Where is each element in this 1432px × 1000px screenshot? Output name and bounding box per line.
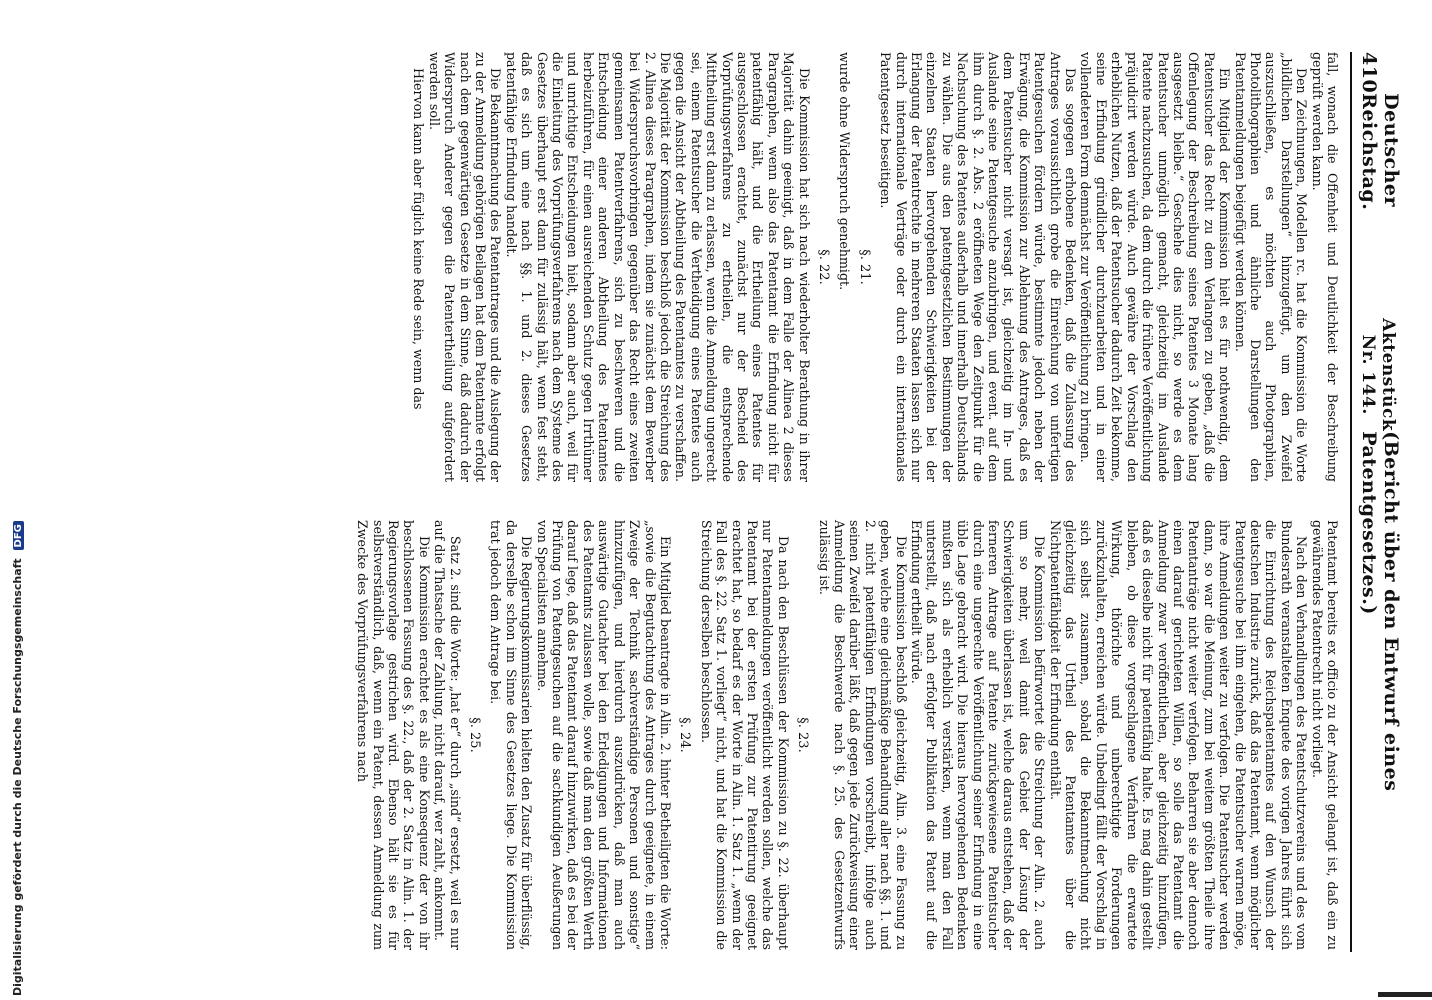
paragraph: Ein Mitglied beantragte in Alin. 2. hinter Betheiligten die Worte: „sowie die Begutachtung des Antrages durch geeignete, in einem Zweige der Technik sachverständige Personen und sonstige“ hinzuzufügen, und hierdurch auszudrücken, daß man auch auswärtige Gutachter bei den Erledigungen und Informationen des Patentamts zulassen wolle, sowie daß man den größten Werth darauf lege, daß das Patentamt darauf hinzuwirken, daß es bei der Prüfung von Patentgesuchen auf die sachkundigen Aeußerungen von Specialisten annehme. <box>534 520 673 950</box>
paragraph: Da nach den Beschlüssen der Kommission zu §. 22. überhaupt nur Patentanmeldungen veröffentlicht werden sollen, welche das Patentamt bei der ersten Prüfung zur Patentirung geeignet erachtet hat, so bedarf es der Worte in Alin. 1. Satz 1. „wenn der Fall des §. 22. Satz 1. vorliegt“ nicht, und hat die Kommission die Streichung derselben beschlossen. <box>698 520 791 950</box>
paragraph: Satz 2. sind die Worte: „hat er“ durch „sind“ ersetzt, weil es nur auf die Thatsache der Zahlung, nicht darauf, wer zahlt, ankommt. <box>432 520 463 950</box>
paragraph: Hiervon kann aber füglich keine Rede sein, wenn das <box>411 68 427 410</box>
paragraph: Patentamt bereits ex officio zu der Ansicht gelangt ist, daß ein zu gewährendes Patentrecht nicht vorliegt. <box>1309 520 1340 950</box>
paragraph: Die Kommission beschloß gleichzeitig, Alin. 3. eine Fassung zu geben, welche eine gleichmäßige Behandlung aller nach §§. 1. und 2. nicht patentfähigen Erfindungen vorschreibt, infolge auch seinen Zweifel darüber läßt, daß gegen jede Zurückweisung einer Anmeldung die Beschwerde nach §. 25. des Gesetzentwurfs zulässig ist. <box>816 520 909 950</box>
paragraph: Ein Mitglied der Kommission hielt es für nothwendig, dem Patentsucher das Recht zu dem Verlangen zu geben, „daß die Offenlegung der Beschreibung seines Patentes 3 Monate lang ausgesetzt bleibe.“ Geschehe dies nicht, so werde es dem Patentsucher unmöglich gemacht, gleichzeitig im Auslande Patente nachzusuchen, da dem durch die frühere Veröffentlichung präjudicirt werden würde. Auch gewähre der Vorschlag den erheblichen Nutzen, daß der Patentsucher dadurch Zeit bekomme, seine Erfindung gründlicher durchzuarbeiten und in einer vollendeteren Form demnächst zur Veröffentlichung zu bringen. <box>1078 52 1233 482</box>
header-rule <box>1350 52 1352 952</box>
paragraph: Die Kommission befürwortet die Streichung der Alin. 2. auch um so mehr, weil damit das Gebiet der Lösung der Schwierigkeiten überlassen ist, welche daraus entstehen, daß der ferneren Antrage auf Patente zurückgewiesene Patentsucher durch eine ungerechte Veröffentlichung seiner Erfindung in eine üble Lage gebracht wird. Die hieraus hervorgehenden Bedenken mußten sich als erheblich verstärken, wenn man den Fall unterstellt, daß nach erfolgter Publikation das Patent auf die Erfindung ertheilt würde. <box>909 520 1048 950</box>
paragraph: wurde ohne Widerspruch genehmigt. <box>837 52 853 291</box>
page-header <box>1358 52 1402 952</box>
paragraph: Die Kommission hat sich nach wiederholter Berathung in ihrer Majorität dahin geeinigt, daß in dem Falle der Alinea 2 dieses Paragraphen, wenn also das Patentamt die Erfindung nicht für patentfähig hält, und die Ertheilung eines Patentes für ausgeschlossen erachtet, zunächst nur der Bescheid des Vorprüfungsverfahrens zu ertheilen, die entsprechende Mittheilung erst dann zu erlassen, wenn die Anmeldung ungerecht sei, einem Patentsucher die Vertheidigung eines Patentes auch gegen die Ansicht der Abtheilung des Patentamtes zu verschaffen. Die Majorität der Kommission beschloß jedoch die Streichung des 2. Alinea dieses Paragraphen, indem sie zunächst dem Bewerber bei Widerspruchsvorbringen gegenüber das Recht eines zweiten gemeinsamen Patentverfahrens, sich zu beschweren und die Entscheidung einer anderen Abtheilung des Patentamtes herbeizuführen, für einen ausreichenden Schutz gegen Irrthümer und unrichtige Entscheidungen hielt, sodann aber auch, weil für die Einleitung des Vorprüfungsverfahrens nach dem Systeme des Gesetzes überhaupt erst dann für zulässig hält, wenn fest steht, daß es sich um eine nach §§. 1. und 2. dieses Gesetzes patentfähige Erfindung handelt. <box>503 52 812 482</box>
section-heading: §. 25. <box>467 717 483 753</box>
paragraph: Das sogegen erhobene Bedenken, daß die Zulassung des Antrages voraussichtlich grobe die Einreichung von unfertigen Patentgesuchen fördern würde, bestimmte jedoch neben der Erwägung, die Kommission zur Ablehnung des Antrages, daß es dem Patentsucher nicht versagt ist, gleichzeitig im In- und Auslande seine Patentgesuche anzubringen, und event. auf dem ihm durch §. 2. Abs. 2 eröffneten Wege den Zeitpunkt für die Nachsuchung des Patentes außerhalb und innerhalb Deutschlands zu wählen. Die aus den patentgesetzlichen Bestimmungen der einzelnen Staaten hervorgehenden Schwierigkeiten bei der Erlangung der Patentrechte in mehreren Staaten lassen sich nur durch internationale Verträge oder durch ein internationales Patentgesetz beseitigen. <box>878 52 1079 482</box>
page-number: 410 <box>1358 52 1380 94</box>
paragraph: Den Zeichnungen, Modellen rc. hat die Kommission die Worte „bildlichen Darstellungen“ hinzugefügt, um den Zweifel auszuschließen, es möchten auch Photographien, Photolithographien und ähnliche Darstellungen den Patentanmeldungen beigefügt werden können. <box>1232 52 1310 482</box>
paragraph: fall, wonach die Offenheit und Deutlichkeit der Beschreibung geprüft werden kann. <box>1309 52 1340 482</box>
right-column <box>355 520 1340 950</box>
credit-text: Digitalisierung gefördert durch die Deutsche Forschungsgemeinschaft <box>11 558 24 996</box>
section-heading: §. 22. <box>816 249 831 285</box>
report-title: (Bericht über den Entwurf eines Patentgesetzes.) <box>1358 431 1402 792</box>
dfg-logo: DFG <box>13 521 24 550</box>
digitization-credit <box>6 521 25 996</box>
paragraph: Nach den Verhandlungen des Patentschutzvereins und des vom Bundesrath veranstalteten Enquete des vorigen Jahres führt sich die Einrichtung des Reichspatentamtes auf den Wunsch der deutschen Industrie zurück, daß das Patentamt, wenn möglicher Patentgesuche bei ihm eingehen, die Patentsucher warnen möge, ihre Anmeldungen weiter zu verfolgen. Die Patentsucher werden dann, so war die Meinung, zum bei weitem größten Theile ihre Patentanträge nicht weiter verfolgen. Beharren sie aber dennoch einen darauf gerichteten Willen, so solle das Patentamt die Anmeldung zwar veröffentlichen, aber gleichzeitig hinzufügen, daß es dieselbe nicht für patentfähig halte. Es mag dahin gestellt bleiben, ob diese vorgeschlagene Verfahren die erwartete Wirkung, thörichte und unberechtigte Forderungen zurückzuhalten, erreichen würde. Unbedingt fällt der Vorschlag in sich selbst zusammen, sobald die Bekanntmachung nicht gleichzeitig das Urtheil des Patentamtes über die Nichtpatentfähigkeit der Erfindung enthält. <box>1047 520 1310 950</box>
scan-mark <box>1378 992 1432 997</box>
journal-title: Deutscher Reichstag. <box>1358 93 1402 211</box>
section-heading: §. 21. <box>856 249 872 285</box>
document-number: Aktenstück Nr. 144. <box>1358 318 1398 432</box>
paragraph: Die Kommission erachtet es als eine Konsequenz der von ihr beschlossenen Fassung des §. 22., daß der 2. Satz in Alin. 1. der Regierungsvorlage gestrichen wird. Ebenso hält sie es für selbstverständlich, daß, wenn ein Patent, dessen Anmeldung zum Zwecke des Vorprüfungsverfahrens nach <box>355 520 432 950</box>
section-heading: §. 23. <box>795 717 811 753</box>
left-column <box>411 52 1340 482</box>
paragraph: Die Regierungskommissarien hielten den Zusatz für überflüssig, da derselbe schon im Sinne des Gesetzes liege. Die Kommission trat jedoch dem Antrage bei. <box>488 520 535 950</box>
paragraph: Die Bekanntmachung des Patentantrages und die Auslegung der zu der Anmeldung gehörigen Beilagen hat dem Patentamte erfolgt nach dem gegenwärtigen Gesetze in dem Sinne, daß dadurch der Widerspruch Anderer gegen die Patentertheilung aufgefordert werden soll. <box>426 52 504 482</box>
section-heading: §. 24. <box>677 717 693 753</box>
